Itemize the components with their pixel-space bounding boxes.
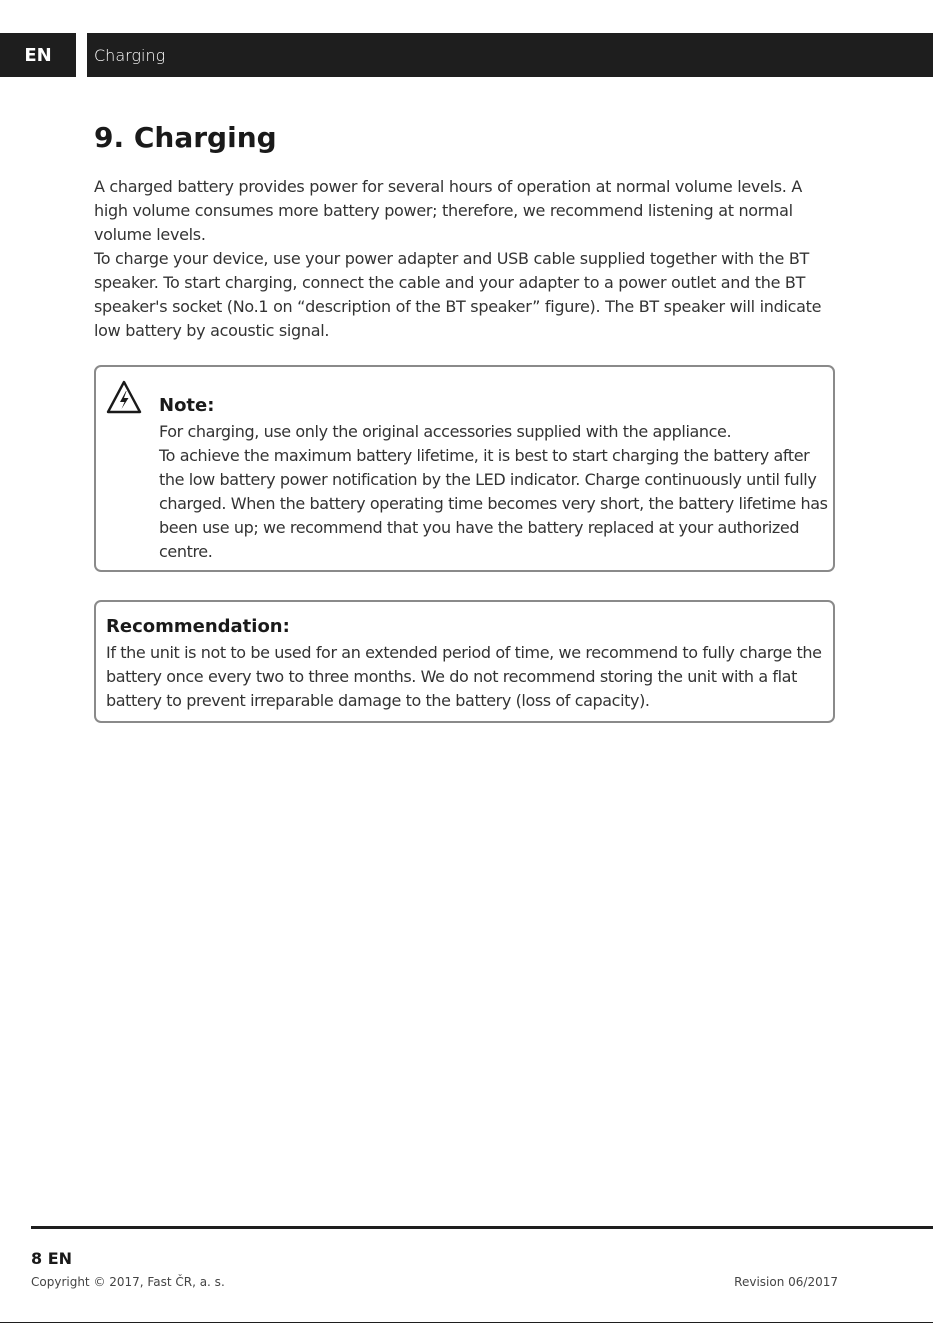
note-box: [94, 365, 835, 572]
footer-divider: [31, 1226, 933, 1229]
note-body: [159, 420, 829, 564]
revision: Revision 06/2017: [734, 1275, 838, 1289]
header-divider: [76, 33, 87, 77]
section-label: Charging: [94, 46, 166, 65]
header-bar: [0, 33, 933, 77]
warning-electric-icon: [106, 379, 142, 415]
page-number: 8 EN: [31, 1249, 73, 1268]
recommendation-box: [94, 600, 835, 723]
recommendation-heading: Recommendation:: [106, 616, 290, 637]
language-tab: EN: [24, 44, 52, 66]
body-paragraph: To charge your device, use your power adapter and USB cable supplied together with the BT speaker. To start charging, connect the cable and your adapter to a power outlet and the BT speaker's socket (No.1 on “description of the BT speaker” figure). The BT speaker will indicate low battery by acoustic signal.: [94, 249, 822, 340]
bottom-border: [0, 1322, 933, 1323]
body-text: [94, 175, 839, 343]
recommendation-text: If the unit is not to be used for an extended period of time, we recommend to fully charge the battery once every two to three months. We do not recommend storing the unit with a flat battery to prevent irreparable damage to the battery (loss of capacity).: [106, 643, 822, 710]
page-title: 9. Charging: [94, 121, 277, 154]
copyright: Copyright © 2017, Fast ČR, a. s.: [31, 1275, 225, 1289]
note-heading: Note:: [159, 395, 215, 416]
body-paragraph: A charged battery provides power for several hours of operation at normal volume levels. A high volume consumes more battery power; therefore, we recommend listening at normal volume levels.: [94, 177, 802, 244]
note-line: For charging, use only the original accessories supplied with the appliance.: [159, 422, 732, 441]
note-line: To achieve the maximum battery lifetime, it is best to start charging the battery after the low battery power notification by the LED indicator. Charge continuously until fully charged. When the battery operating time becomes very short, the battery lifetime has been use up; we recommend that you have the battery replaced at your authorized centre.: [159, 446, 828, 561]
